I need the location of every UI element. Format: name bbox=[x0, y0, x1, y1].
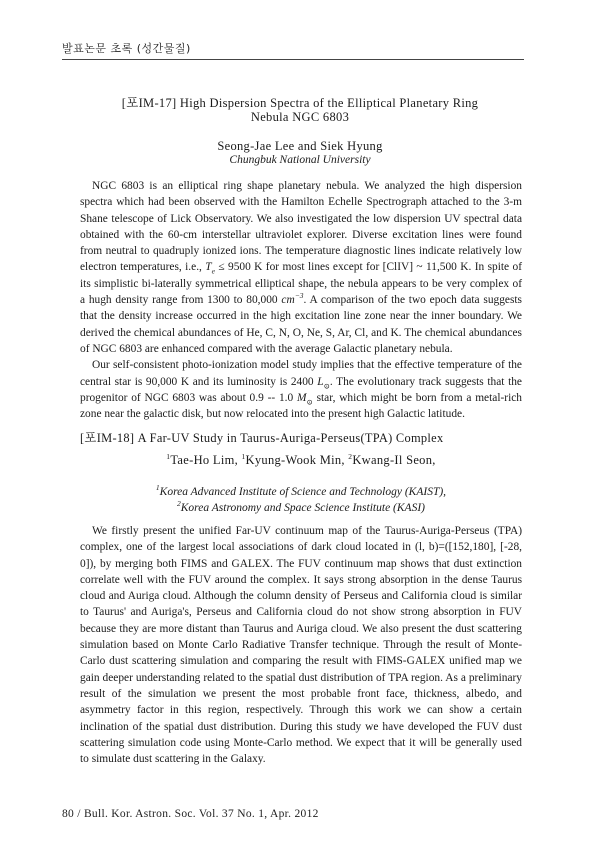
abstract-title-im18: [포IM-18] A Far-UV Study in Taurus-Auriga-Perseus(TPA) Complex bbox=[80, 431, 444, 445]
abstract-body-im17 bbox=[80, 178, 522, 422]
author-affil-marker: 2 bbox=[348, 451, 353, 461]
text-run: star, which might be born from a metal-rich zone near the galactic disk, but now relocated into the present high Galactic latitude. bbox=[80, 391, 522, 421]
math-symbol: T bbox=[205, 261, 212, 274]
abstract-title-line2: Nebula NGC 6803 bbox=[250, 110, 350, 124]
text-run: Our self-consistent photo-ionization model study implies that the effective temperature of the central star is 90,000 K and its luminosity is 2400 bbox=[80, 359, 522, 388]
density-unit bbox=[281, 291, 304, 307]
page-footer: 80 / Bull. Kor. Astron. Soc. Vol. 37 No. 1, Apr. 2012 bbox=[62, 808, 319, 820]
abstract-title-im17 bbox=[80, 96, 520, 124]
electron-temperature-symbol bbox=[205, 261, 215, 276]
header-divider bbox=[62, 59, 524, 60]
affil-marker: 2 bbox=[177, 499, 181, 509]
abstract-authors: Seong-Jae Lee and Siek Hyung bbox=[217, 139, 383, 153]
math-symbol: M bbox=[296, 391, 307, 404]
abstract-body-im18 bbox=[80, 523, 522, 767]
author-affil-marker: 1 bbox=[166, 451, 171, 461]
abstract-affiliations bbox=[80, 484, 522, 516]
math-subscript: e bbox=[211, 266, 215, 276]
math-superscript: −3 bbox=[294, 291, 304, 301]
abstract-paragraph bbox=[80, 357, 522, 422]
math-subscript: ⊙ bbox=[306, 397, 313, 407]
text-run: . A comparison of the two epoch data suggests that the density increase occurred in the high excitation line zone near the inner boundary. We derived the chemical abundances of He, C, N, O, Ne, S, Ar, Cl, and K. The chemical abundances of NGC 6803 are enhanced compared with the average Galactic planetary nebula. bbox=[80, 294, 522, 355]
abstract-affiliation: Chungbuk National University bbox=[229, 154, 371, 166]
affiliation-name: Korea Astronomy and Space Science Institute (KASI) bbox=[180, 502, 425, 514]
author-affil-marker: 1 bbox=[241, 451, 246, 461]
text-run: NGC 6803 is an elliptical ring shape planetary nebula. We analyzed the high dispersion spectra which had been observed with the Hamilton Echelle Spectrograph attached to the 3-m Shane telescope of Lick Observatory. We also investigated the low dispersion UV spectral data obtained with the 60-cm interstellar ultraviolet explorer. Diverse excitation lines were found from neutral to quadruply ionized ions. The temperature diagnostic lines indicate relatively low electron temperatures, i.e., bbox=[80, 180, 522, 274]
abstract-title-line1: [포IM-17] High Dispersion Spectra of the Elliptical Planetary Ring bbox=[121, 96, 479, 110]
math-symbol: cm bbox=[281, 294, 295, 307]
affiliation-name: Korea Advanced Institute of Science and Technology (KAIST), bbox=[159, 486, 447, 498]
math-symbol: L bbox=[317, 375, 324, 388]
abstract-paragraph bbox=[80, 178, 522, 357]
author-name: Kyung-Wook Min, bbox=[245, 453, 349, 467]
section-header: 발표논문 초록 (성간물질) bbox=[62, 42, 191, 55]
affil-marker: 1 bbox=[155, 483, 160, 493]
solar-mass-symbol bbox=[296, 391, 313, 407]
math-subscript: ⊙ bbox=[323, 380, 330, 390]
solar-luminosity-symbol bbox=[317, 376, 330, 388]
text-run: ≤ 9500 K for most lines except for [ClIV] ~ 11,500 K. In spite of its simplistic bi-laterally symmetrical elliptical shape, the nebula appears to be very complex of a hugh density range from 1300 to 80,000 bbox=[80, 261, 522, 307]
author-name: Tae-Ho Lim, bbox=[170, 453, 242, 467]
text-run: . The evolutionary track suggests that the progenitor of NGC 6803 was about 0.9 -- 1.0 bbox=[80, 375, 522, 404]
abstract-paragraph: We firstly present the unified Far-UV continuum map of the Taurus-Auriga-Perseus (TPA) complex, one of the largest local associations of dark cloud located in (l, b)=([152,180], [-28, 0]), by merging both FIMS and GALEX. The FUV continuum map shows that dust extinction correlate well with the FUV around the complex. It says strong absorption in the dense Taurus cloud and Auriga cloud. Although the column density of Perseus and California cloud is similar to Taurus' and Auriga's, Perseus and California cloud do not show strong absorption in FUV because they are more distant than Taurus and Auriga cloud. We also present the dust scattering simulation based on Monte Carlo Radiative Transfer technique. Through the result of Monte-Carlo dust scattering simulation and comparing the result with FIMS-GALEX unified map we gain deeper understanding related to the spatial dust distribution of TPA region. As a preliminary result of the simulation we present the most probable front face, thickness, albedo, and asymmetry factor in this region, respectively. Through this work we can show a certain inclination of the spatial dust distribution. During this study we have developed the FUV dust scattering simulation code using Monte-Carlo method. We expect that it will be generally used to simulate dust scattering in the Galaxy. bbox=[80, 525, 522, 766]
author-name: Kwang-Il Seon, bbox=[352, 453, 436, 467]
abstract-authors bbox=[80, 453, 522, 468]
